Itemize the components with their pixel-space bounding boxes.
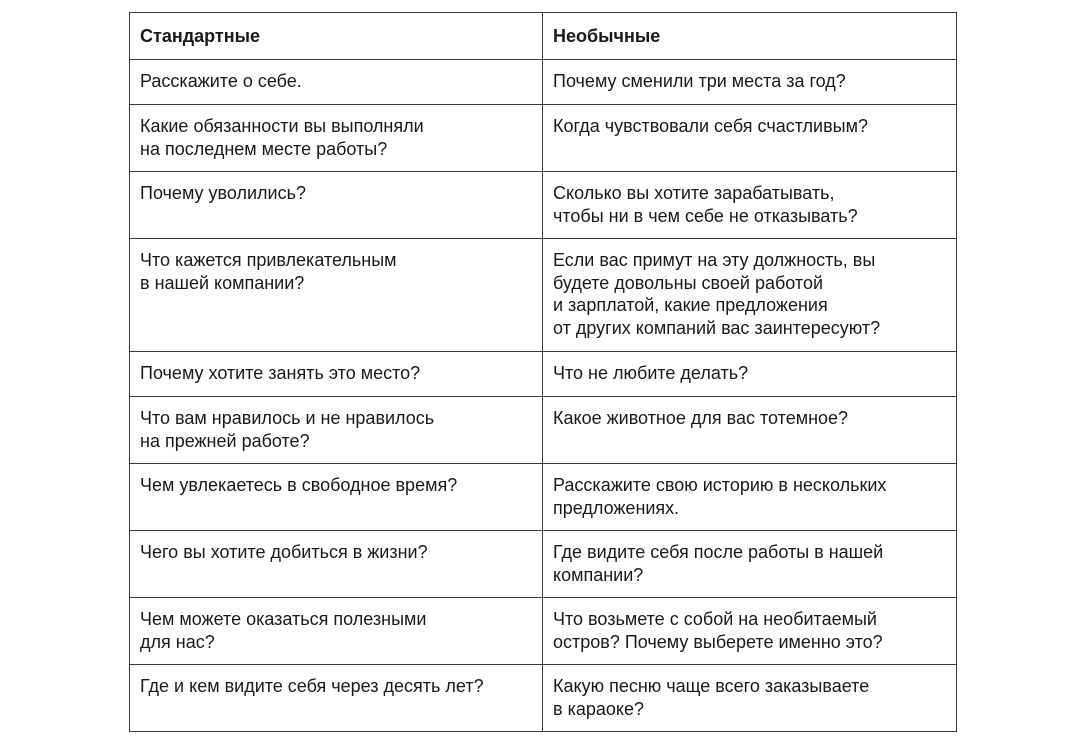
table-row: [130, 598, 957, 665]
unusual-question-cell: Почему сменили три места за год?: [543, 60, 957, 105]
table-row: [130, 665, 957, 732]
column-header-unusual: Необычные: [543, 13, 957, 60]
standard-question-cell: Чем увлекаетесь в свободное время?: [130, 464, 543, 531]
table-row: [130, 105, 957, 172]
table-row: [130, 397, 957, 464]
unusual-question-cell: Какую песню чаще всего заказываете в караоке?: [543, 665, 957, 732]
standard-question-cell: Чего вы хотите добиться в жизни?: [130, 531, 543, 598]
table-row: [130, 352, 957, 397]
table-row: [130, 464, 957, 531]
standard-question-cell: Чем можете оказаться полезными для нас?: [130, 598, 543, 665]
standard-question-cell: Почему хотите занять это место?: [130, 352, 543, 397]
table-row: [130, 60, 957, 105]
unusual-question-cell: Какое животное для вас тотемное?: [543, 397, 957, 464]
table-row: [130, 172, 957, 239]
table-row: [130, 531, 957, 598]
standard-question-cell: Что вам нравилось и не нравилось на прежней работе?: [130, 397, 543, 464]
unusual-question-cell: Расскажите свою историю в нескольких предложениях.: [543, 464, 957, 531]
standard-question-cell: Где и кем видите себя через десять лет?: [130, 665, 543, 732]
unusual-question-cell: Когда чувствовали себя счастливым?: [543, 105, 957, 172]
unusual-question-cell: Что не любите делать?: [543, 352, 957, 397]
standard-question-cell: Почему уволились?: [130, 172, 543, 239]
standard-question-cell: Какие обязанности вы выполняли на последнем месте работы?: [130, 105, 543, 172]
unusual-question-cell: Что возьмете с собой на необитаемый остров? Почему выберете именно это?: [543, 598, 957, 665]
questions-table: [129, 12, 957, 732]
unusual-question-cell: Сколько вы хотите зарабатывать, чтобы ни в чем себе не отказывать?: [543, 172, 957, 239]
table-row: [130, 239, 957, 352]
unusual-question-cell: Если вас примут на эту должность, вы будете довольны своей работой и зарплатой, какие предложения от других компаний вас заинтересуют?: [543, 239, 957, 352]
column-header-standard: Стандартные: [130, 13, 543, 60]
standard-question-cell: Что кажется привлекательным в нашей компании?: [130, 239, 543, 352]
unusual-question-cell: Где видите себя после работы в нашей компании?: [543, 531, 957, 598]
table-header-row: [130, 13, 957, 60]
standard-question-cell: Расскажите о себе.: [130, 60, 543, 105]
